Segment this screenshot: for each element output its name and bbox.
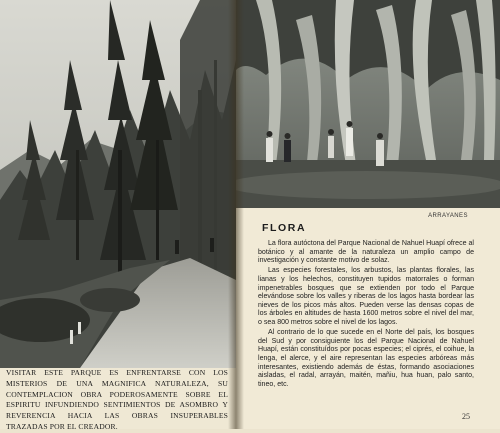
body-text xyxy=(258,240,474,422)
page-number: 25 xyxy=(462,412,470,421)
arrayanes-grove-photo xyxy=(236,0,500,208)
photo-label: ARRAYANES xyxy=(428,213,468,219)
photo-caption: VISITAR ESTE PARQUE ES ENFRENTARSE CON LOS MISTERIOS DE UNA MAGNIFICA NATURALEZA, SU CONTEMPLACION OBRA PODEROSAMENTE SOBRE EL ESPIRITU INFUNDIENDO SENTIMIENTOS DE ASOMBRO Y REVERENCIA HACIA LAS OBRAS INSUPERABLES TRAZADAS POR EL CREADOR. xyxy=(6,368,228,431)
section-heading: FLORA xyxy=(262,222,307,234)
paragraph: La flora autóctona del Parque Nacional de Nahuel Huapí ofrece al botánico y al amante de la naturaleza un amplio campo de investigación y constante motivo de solaz. xyxy=(258,240,474,265)
paragraph: Al contrario de lo que sucede en el Norte del país, los bosques del Sud y por consiguiente los del Parque Nacional de Nahuel Huapí, están constituídos por pocas especies; el ciprés, el coihue, la lenga, el alerce, y el aire representan las especies arbóreas más interesantes, existiendo además de éstas, formando asociaciones aisladas, el radal, arrayán, maitén, mañiu, hua huan, palo santo, tineo, etc. xyxy=(258,329,474,388)
forest-road-photo xyxy=(0,0,236,368)
paragraph: Las especies forestales, los arbustos, las plantas florales, las lianas y los helechos, constituyen tupidos matorrales o forman impenetrables bosques que se extienden por todo el Parque elevándose sobre los valles y riberas de los lagos hasta bordear las nieves de los picos más altos. Pueden verse las densas copas de los árboles en altitudes de hasta 1600 metros sobre el nivel del mar, o sea 800 metros sobre el nivel de los lagos. xyxy=(258,267,474,326)
